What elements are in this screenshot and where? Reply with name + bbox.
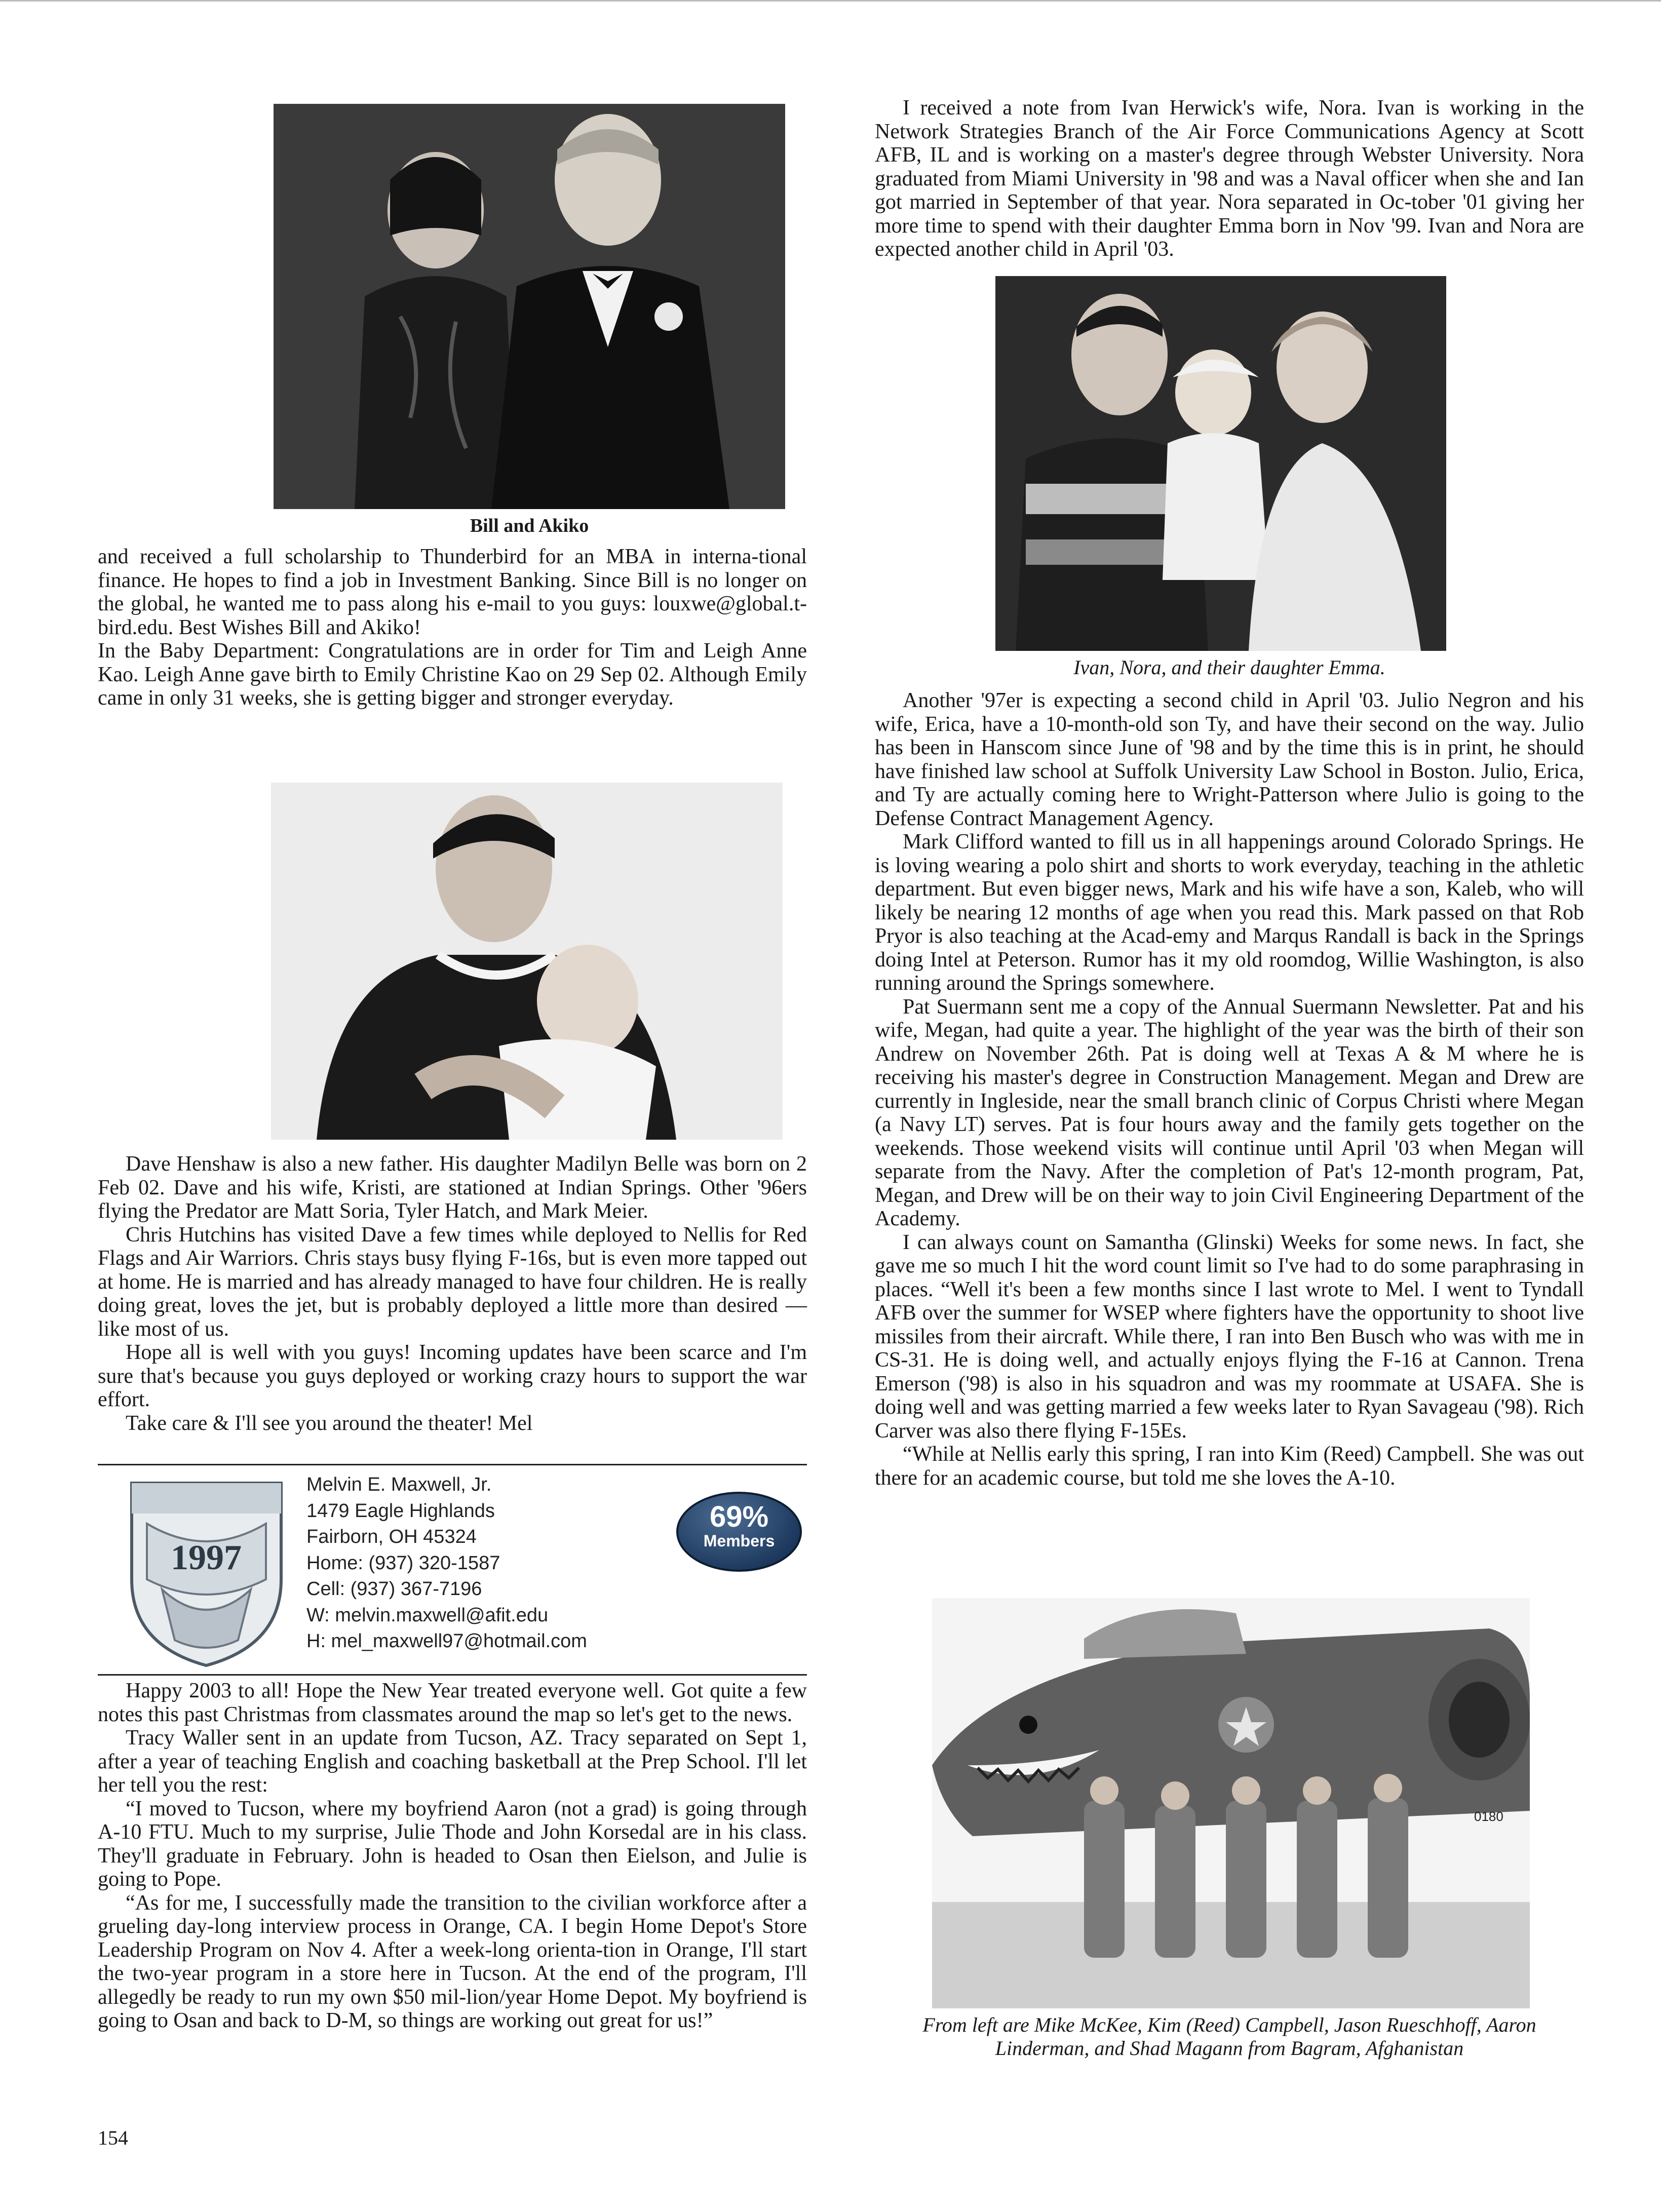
a10-tail-number: 0180 (1474, 1809, 1503, 1824)
paragraph: Another '97er is expecting a second child in April '03. Julio Negron and his wife, Erica, have a 10-month-old son Ty, and have their second on the way. Julio has been in Hanscom since June of '98 and by the time this is in print, he should have finished law school at Suffolk University Law School in Boston. Julio, Erica, and Ty are actually coming here to Wright-Patterson where Julio is going to the Defense Contract Management Agency. (875, 689, 1584, 830)
membership-label: Members (703, 1532, 775, 1550)
paragraph: “As for me, I successfully made the transition to the civilian workforce after a grueling day-long interview process in Orange, CA. I begin Home Depot's Store Leadership Program on Nov 4. After a week-long orienta-tion in Orange, I'll start the two-year program in a store here in Tucson. At the end of the program, I'll allegedly be ready to run my own $50 mil-lion/year Home Depot. My boyfriend is going to Osan and back to D-M, so things are working out great for us!” (98, 1891, 807, 2032)
paragraph: Happy 2003 to all! Hope the New Year treated everyone well. Got quite a few notes this past Christmas from classmates around the map so let's get to the news. (98, 1679, 807, 1726)
paragraph: “I moved to Tucson, where my boyfriend Aaron (not a grad) is going through A-10 FTU. Much to my surprise, Julie Thode and John Korsedal are in his class. They'll graduate in February. John is headed to Osan then Eielson, and Julie is going to Pope. (98, 1797, 807, 1891)
caption-a10-line-2: Linderman, and Shad Magann from Bagram, Afghanistan (995, 2037, 1464, 2060)
photo-henshaw-and-daughter (271, 783, 783, 1140)
contact-top-rule (98, 1464, 807, 1465)
left-column-text-1 (98, 545, 807, 710)
paragraph: In the Baby Department: Congratulations are in order for Tim and Leigh Anne Kao. Leigh Anne gave birth to Emily Christine Kao on 29 Sep 02. Although Emily came in only 31 weeks, she is getting bigger and stronger everyday. (98, 639, 807, 710)
right-column-text-1 (875, 96, 1584, 261)
contact-info (306, 1472, 587, 1655)
page-number: 154 (98, 2126, 128, 2149)
paragraph: Pat Suermann sent me a copy of the Annual Suermann Newsletter. Pat and his wife, Megan, had quite a year. The highlight of the year was the birth of their son Andrew on November 26th. Pat is doing well at Texas A & M where he is receiving his master's degree in Construction Management. Megan and Drew are currently in Ingleside, near the small branch clinic of Corpus Christi where Megan (a Navy LT) serves. Pat is four hours away and the family gets together on the weekends. Those weekend visits will continue until April '03 when Megan will separate from the Navy. After the completion of Pat's 12-month program, Pat, Megan, and Drew will be on their way to join Civil Engineering Department of the Academy. (875, 995, 1584, 1230)
paragraph: Mark Clifford wanted to fill us in all happenings around Colorado Springs. He is loving wearing a polo shirt and shorts to work everyday, teaching in the athletic department. But even bigger news, Mark and his wife have a son, Kaleb, who will likely be nearing 12 months of age when you read this. Mark passed on that Rob Pryor is also teaching at the Acad-emy and Marqus Randall is back in the Springs doing Intel at Peterson. Rumor has it my old roomdog, Willie Washington, is also running around the Springs somewhere. (875, 830, 1584, 995)
henshaw-illustration (271, 783, 783, 1140)
right-column-text-2 (875, 689, 1584, 1490)
membership-percent: 69% (709, 1500, 769, 1533)
caption-ivan-nora-emma: Ivan, Nora, and their daughter Emma. (1073, 656, 1385, 679)
paragraph: I can always count on Samantha (Glinski) Weeks for some news. In fact, she gave me so much I hit the word count limit so I've had to do some paraphrasing in places. “Well it's been a few months since I last wrote to Mel. I went to Tyndall AFB over the summer for WSEP where fighters have the opportunity to shoot live missiles from their aircraft. While there, I ran into Ben Busch who was with me in CS-31. He is doing well, and actually enjoys flying the F-16 at Cannon. Trena Emerson ('98) is also in his squadron and was my roommate at USAFA. She is doing well and was getting married a few weeks later to Ryan Savageau ('98). Rich Carver was also there flying F-15Es. (875, 1230, 1584, 1443)
contact-address-1: 1479 Eagle Highlands (306, 1500, 495, 1522)
top-border (0, 0, 1661, 2)
paragraph: Tracy Waller sent in an update from Tucson, AZ. Tracy separated on Sept 1, after a year of teaching English and coaching basketball at the Prep School. I'll let her tell you the rest: (98, 1726, 807, 1797)
contact-address-2: Fairborn, OH 45324 (306, 1526, 477, 1547)
left-column-text-3 (98, 1679, 807, 2033)
ivan-nora-illustration (995, 276, 1446, 651)
paragraph: “While at Nellis early this spring, I ran into Kim (Reed) Campbell. She was out there for an academic course, but told me she loves the A-10. (875, 1443, 1584, 1490)
a10-illustration (932, 1598, 1530, 2008)
contact-home-email[interactable]: H: mel_maxwell97@hotmail.com (306, 1631, 587, 1652)
paragraph: Chris Hutchins has visited Dave a few times while deployed to Nellis for Red Flags and Air Warriors. Chris stays busy flying F-16s, but is even more tapped out at home. He is married and has already managed to have four children. He is really doing great, loves the jet, but is probably deployed a little more than desired — like most of us. (98, 1223, 807, 1341)
paragraph: Take care & I'll see you around the theater! Mel (126, 1411, 533, 1435)
caption-a10-line-1: From left are Mike McKee, Kim (Reed) Campbell, Jason Rueschhoff, Aaron (922, 2013, 1536, 2036)
contact-home-phone: Home: (937) 320-1587 (306, 1552, 500, 1574)
membership-badge (676, 1492, 802, 1572)
class-crest (127, 1478, 286, 1668)
photo-bill-and-akiko (274, 104, 785, 509)
paragraph: Hope all is well with you guys! Incoming updates have been scarce and I'm sure that's because you guys deployed or working crazy hours to support the war effort. (98, 1341, 807, 1411)
photo-ivan-nora-emma (995, 276, 1446, 651)
left-column-text-2 (98, 1152, 807, 1435)
caption-a10-pilots (875, 2013, 1584, 2060)
paragraph: Dave Henshaw is also a new father. His daughter Madilyn Belle was born on 2 Feb 02. Dave and his wife, Kristi, are stationed at Indian Springs. Other '96ers flying the Predator are Matt Soria, Tyler Hatch, and Mark Meier. (98, 1152, 807, 1223)
contact-work-email[interactable]: W: melvin.maxwell@afit.edu (306, 1604, 549, 1626)
photo-a10-pilots (932, 1598, 1530, 2008)
crest-number-1: 1997 (171, 1538, 242, 1577)
paragraph: I received a note from Ivan Herwick's wife, Nora. Ivan is working in the Network Strategies Branch of the Air Force Communications Agency at Scott AFB, IL and is working on a master's degree through Webster University. Nora graduated from Miami University in '98 and was a Naval officer when she and Ian got married in September of that year. Nora separated in Oc-tober '01 giving her more time to spend with their daughter Emma born in Nov '99. Ivan and Nora are expected another child in April '03. (875, 96, 1584, 261)
crest-shield-icon (127, 1478, 286, 1668)
contact-bottom-rule (98, 1674, 807, 1676)
caption-bill-and-akiko: Bill and Akiko (470, 515, 589, 536)
contact-cell-phone: Cell: (937) 367-7196 (306, 1578, 482, 1600)
bill-akiko-illustration (274, 104, 785, 509)
contact-name: Melvin E. Maxwell, Jr. (306, 1474, 492, 1495)
paragraph: and received a full scholarship to Thunderbird for an MBA in interna-tional finance. He hopes to find a job in Investment Banking. Since Bill is no longer on the global, he wanted me to pass along his e-mail to you guys: louxwe@global.t-bird.edu. Best Wishes Bill and Akiko! (98, 545, 807, 639)
